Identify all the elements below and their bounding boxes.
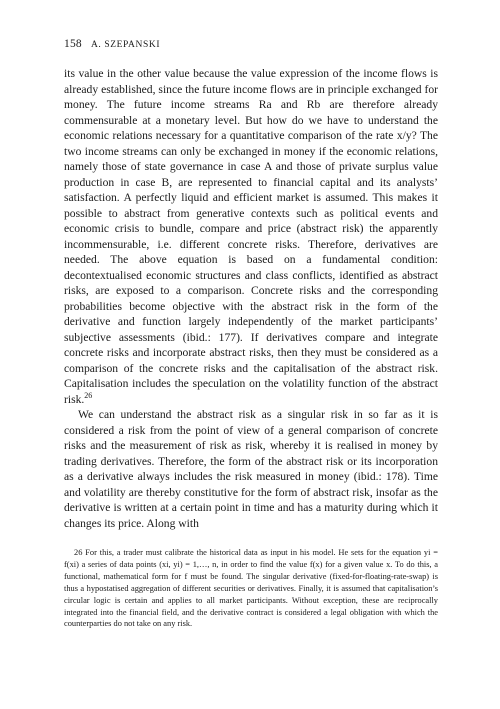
footnote: [64, 547, 438, 630]
footnote-number: 26: [74, 548, 83, 557]
footnote-reference[interactable]: 26: [84, 390, 93, 400]
page-number: 158: [64, 38, 82, 50]
paragraph-1-text: its value in the other value because the value expression of the income flows is already established, since the future income flows are in principle exchanged for money. The future income streams Ra and Rb are therefore already commensurable at a monetary level. But how do we have to understand the economic relations necessary for a quantitative comparison of the rate x/y? The two income streams can only be exchanged in money if the economic relations, namely those of state governance in case A and those of private surplus value production in case B, are represented to financial capital and its analysts’ satisfaction. A perfectly liquid and efficient market is assumed. This makes it possible to abstract from generative contexts such as political events and economic crisis to bundle, compare and price (abstract risk) the apparently incommensurable, i.e. different concrete risks. Therefore, derivatives are needed. The above equation is based on a fundamental condition: decontextualised economic structures and class conflicts, identified as abstract risks, are exposed to a comparison. Concrete risks and the corresponding probabilities become objective with the abstract risk in the form of the derivative and function largely independently of the market participants’ subjective assessments (ibid.: 177). If derivatives compare and integrate concrete risks and incorporate abstract risks, then they must be considered as a comparison of the concrete risks and the capitalisation of the abstract risk. Capitalisation includes the speculation on the volatility function of the abstract risk.: [64, 67, 438, 406]
main-text: [64, 66, 438, 531]
running-head-author: A. SZEPANSKI: [90, 40, 161, 50]
footnote-text: For this, a trader must calibrate the historical data as input in his model. He sets for the equation yi = f(xi) a series of data points (xi, yi) = 1,…, n, in order to find the value f(x) for a given value x. To do this, a functional, mathematical form for f must be found. The singular derivative (fixed-for-floating-rate-swap) is thus a hypostatised aggregation of different securities or derivatives. Finally, it is assumed that capitalisation’s circular logic is certain and applies to all market participants. Without exception, these are reciprocally integrated into the financial field, and the derivative contract is considered a legal obligation with which the counterparties do not take on any risk.: [64, 548, 438, 629]
paragraph-2: We can understand the abstract risk as a singular risk in so far as it is considered a risk from the point of view of a general comparison of concrete risks and the measurement of risk as risk, whereby it is realised in money by trading derivatives. Therefore, the form of the abstract risk or its incorporation as a derivative always includes the risk measured in money (ibid.: 178). Time and volatility are thereby constitutive for the form of abstract risk, insofar as the derivative is written at a certain point in time and has a maturity during which it changes its price. Along with: [64, 408, 438, 530]
running-header: [64, 38, 160, 50]
paragraph-1: [64, 66, 438, 407]
